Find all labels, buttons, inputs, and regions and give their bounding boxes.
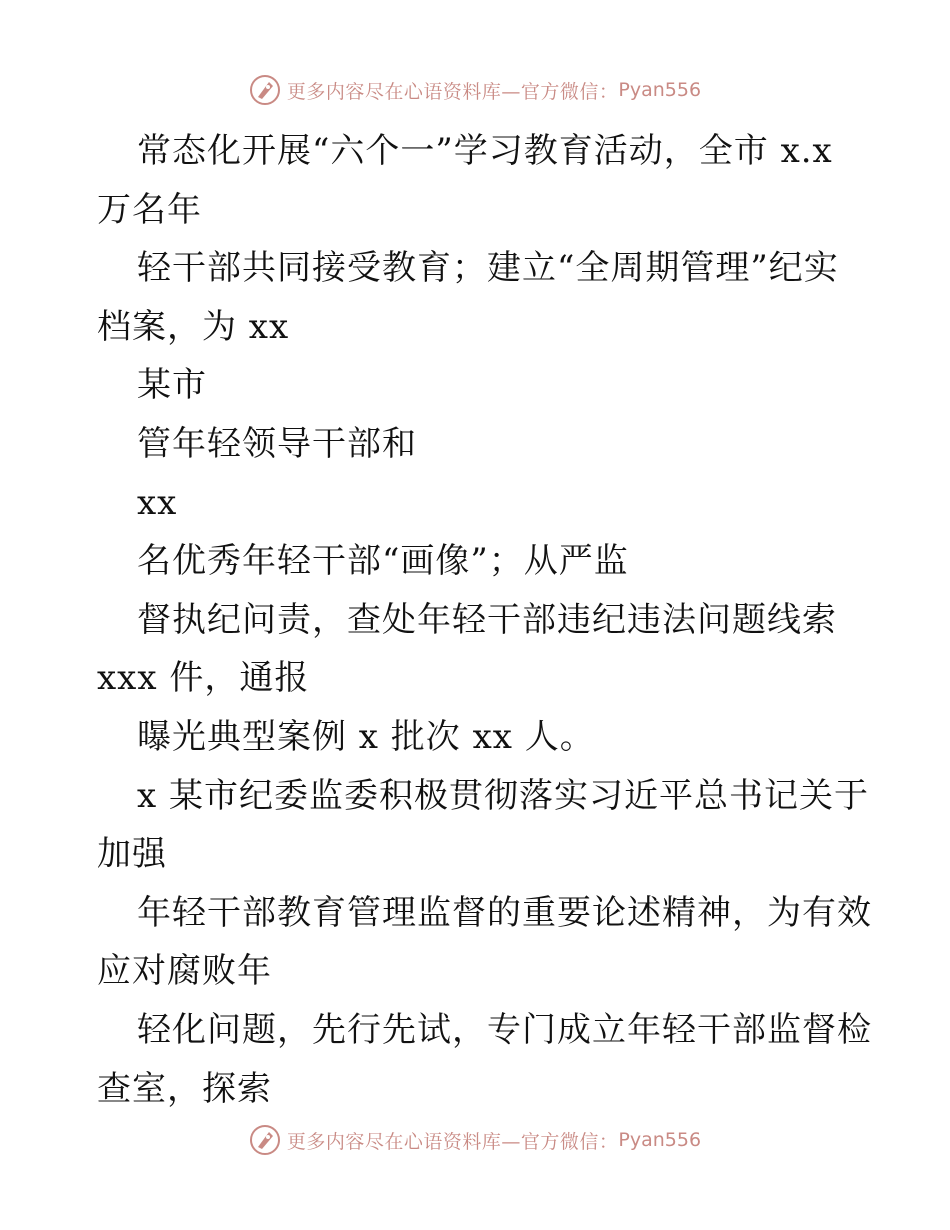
text-line: 档案，为 xx xyxy=(97,306,290,347)
text-line: 轻化问题，先行先试，专门成立年轻干部监督检 xyxy=(137,1009,872,1050)
watermark-wechat-id: Pyan556 xyxy=(618,79,702,101)
watermark-wechat-id: Pyan556 xyxy=(618,1129,702,1151)
watermark-text: 更多内容尽在心语资料库—官方微信： xyxy=(286,1130,619,1153)
text-line: 管年轻领导干部和 xyxy=(137,423,417,464)
text-line: 查室，探索 xyxy=(97,1068,272,1109)
pen-nib-logo xyxy=(249,74,281,106)
document-body xyxy=(97,122,872,1118)
footer-watermark-banner xyxy=(0,1120,950,1160)
text-line: xx xyxy=(137,482,178,523)
text-line: 应对腐败年 xyxy=(97,951,272,992)
text-line: xxx 件，通报 xyxy=(97,658,310,699)
text-line: 常态化开展“六个一”学习教育活动，全市 x.x xyxy=(137,131,833,171)
text-line: x 某市纪委监委积极贯彻落实习近平总书记关于 xyxy=(137,775,869,816)
text-line: 万名年 xyxy=(97,189,202,230)
text-line: 某市 xyxy=(137,365,207,406)
text-line: 名优秀年轻干部“画像”；从严监 xyxy=(137,541,629,582)
text-line: 督执纪问责，查处年轻干部违纪违法问题线索 xyxy=(137,599,837,640)
pen-nib-logo xyxy=(249,1124,281,1156)
header-watermark-banner xyxy=(0,70,950,110)
text-line: 加强 xyxy=(97,834,167,875)
text-line: 轻干部共同接受教育；建立“全周期管理”纪实 xyxy=(137,248,839,289)
text-line: 曝光典型案例 x 批次 xx 人。 xyxy=(137,716,595,757)
text-line: 年轻干部教育管理监督的重要论述精神，为有效 xyxy=(137,892,872,933)
watermark-text: 更多内容尽在心语资料库—官方微信： xyxy=(286,80,619,103)
